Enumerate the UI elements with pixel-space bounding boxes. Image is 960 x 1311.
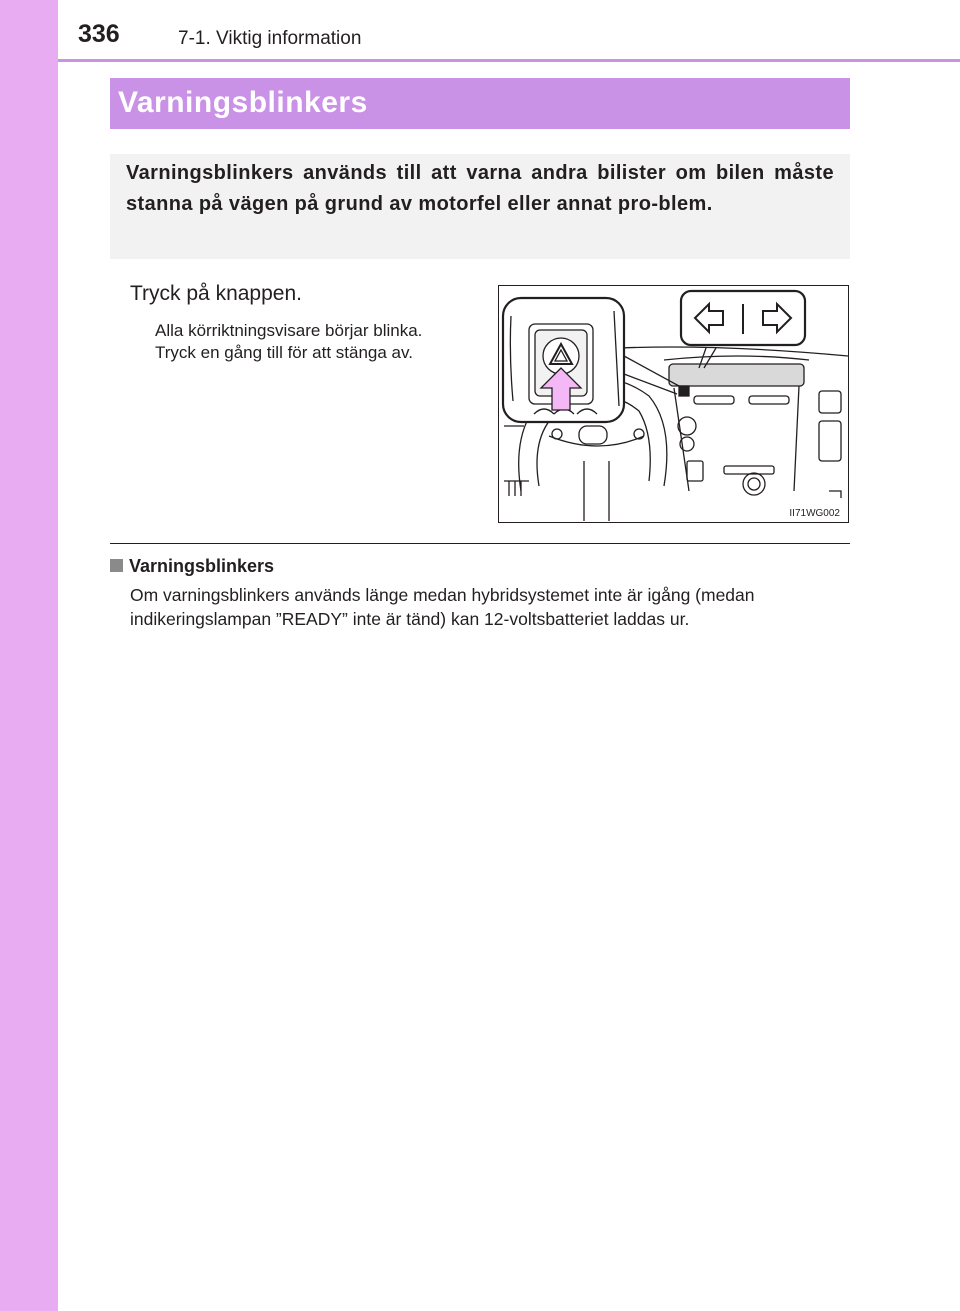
intro-box bbox=[110, 154, 850, 259]
chapter-title: 7-1. Viktig information bbox=[178, 28, 362, 49]
figure-code: II71WG002 bbox=[789, 508, 840, 519]
note-line-1: Alla körriktningsvisare börjar blinka. bbox=[155, 321, 423, 340]
dashboard-drawing bbox=[499, 286, 849, 523]
page-number: 336 bbox=[78, 20, 120, 48]
subsection-body: Om varningsblinkers används länge medan hybridsystemet inte är igång (medan indikeringslampan ”READY” inte är tänd) kan 12-voltsbatteriet laddas ur. bbox=[130, 585, 755, 629]
section-title-band bbox=[110, 78, 850, 129]
step-text: Tryck på knappen. bbox=[130, 282, 302, 305]
subsection-heading-text: Varningsblinkers bbox=[129, 556, 275, 576]
header-rule bbox=[58, 59, 960, 62]
section-rule bbox=[110, 543, 850, 544]
square-bullet-icon bbox=[110, 559, 123, 572]
dashboard-illustration bbox=[498, 285, 849, 523]
section-title: Varningsblinkers bbox=[118, 86, 368, 119]
step-note bbox=[155, 320, 422, 364]
side-strip bbox=[0, 0, 58, 1311]
subsection-heading bbox=[110, 556, 274, 577]
note-line-2: Tryck en gång till för att stänga av. bbox=[155, 343, 413, 362]
intro-text: Varningsblinkers används till att varna andra bilister om bilen måste stanna på vägen på grund av motorfel eller annat pro-blem. bbox=[126, 162, 834, 215]
